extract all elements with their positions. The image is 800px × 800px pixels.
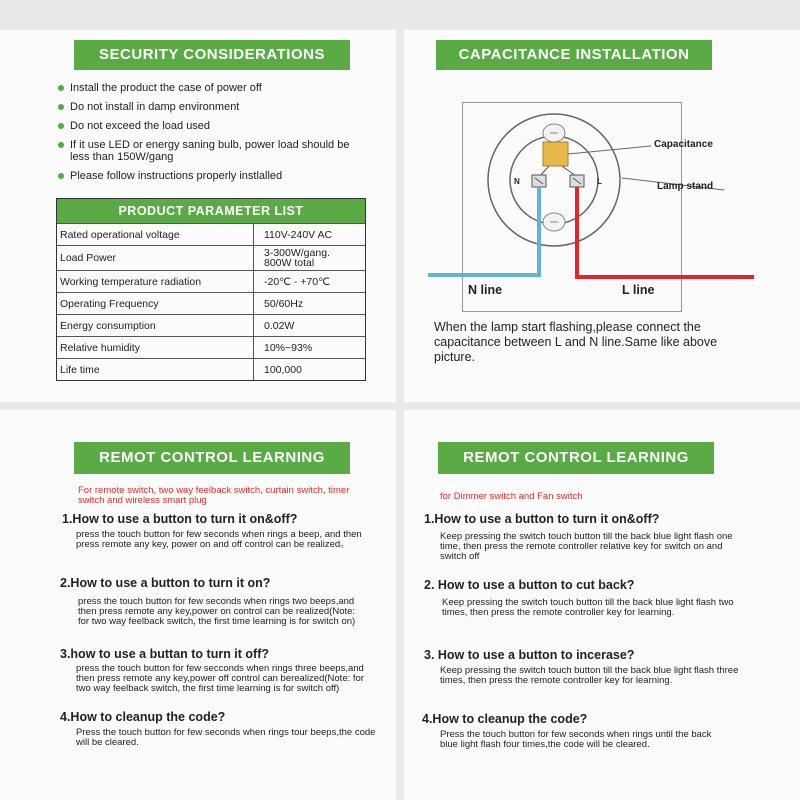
security-title: SECURITY CONSIDERATIONS <box>74 40 350 70</box>
parameter-table-title: PRODUCT PARAMETER LIST <box>57 199 365 223</box>
bullet-icon <box>58 123 64 129</box>
bullet-icon <box>58 104 64 110</box>
capacitance-panel <box>404 30 800 402</box>
remote-right-title: REMOT CONTROL LEARNING <box>438 442 714 474</box>
remote-right-answer-1: Keep pressing the switch touch button till the back blue light flash one time, then press the remote controller relative key for switch on and switch off <box>440 531 733 562</box>
lamp-stand-label: Lamp stand <box>657 181 714 192</box>
remote-right-question-4: 4.How to cleanup the code? <box>422 712 588 726</box>
capacitance-description: When the lamp start flashing,please connect the capacitance between L and N line.Same like above picture. <box>434 320 718 364</box>
l-terminal-label: L <box>597 177 602 186</box>
remote-left-subtitle: For remote switch, two way feelback switch, curtain switch, timer switch and wireless smart plug <box>78 485 350 506</box>
remote-left-answer-1: press the touch button for few seconds when rings a beep, and then press remote any key, power on and off control can be realized。 <box>76 529 362 550</box>
security-list <box>58 82 360 189</box>
security-item: Do not exceed the load used <box>58 120 360 132</box>
remote-left-answer-2: press the touch button for few seconds when rings two beeps,and then press remote any key,power on control can be realized(Note: for two way feelback switch, the first time learning is for switch on) <box>78 596 356 627</box>
remote-left-answer-4: Press the touch button for few seconds when rings tour beeps,the code will be cleared. <box>76 727 376 748</box>
remote-right-subtitle: for Dimmer switch and Fan switch <box>440 491 583 502</box>
parameter-table <box>56 198 366 381</box>
remote-learning-right-panel <box>404 410 800 800</box>
remote-right-answer-4: Press the touch button for few seconds when rings until the back blue light flash four times,the code will be cleared. <box>440 729 712 750</box>
remote-right-question-2: 2. How to use a button to cut back? <box>424 578 635 592</box>
remote-right-question-1: 1.How to use a button to turn it on&off? <box>424 512 660 526</box>
table-row: Life time 100,000 <box>57 358 365 380</box>
remote-left-question-3: 3.how to use a buttan to turn it off? <box>60 647 270 661</box>
n-terminal-label: N <box>514 177 520 186</box>
remote-left-question-1: 1.How to use a button to turn it on&off? <box>62 512 298 526</box>
l-line-label: L line <box>622 283 655 297</box>
remote-right-answer-2: Keep pressing the switch touch button till the back blue light flash two times, then press the remote controller key for learning. <box>442 597 734 618</box>
bullet-icon <box>58 173 64 179</box>
security-item: Please follow instructions properly instlalled <box>58 170 360 182</box>
wiring-diagram <box>404 30 800 310</box>
table-row: Load Power 3-300W/gang. 800W total <box>57 245 365 270</box>
capacitance-pointer <box>568 146 651 154</box>
bullet-icon <box>58 142 64 148</box>
remote-right-answer-3: Keep pressing the switch touch button till the back blue light flash three times, then press the remote controller key for learning. <box>440 665 739 686</box>
table-row: Energy consumption 0.02W <box>57 314 365 336</box>
remote-learning-left-panel <box>0 410 396 800</box>
remote-left-question-4: 4.How to cleanup the code? <box>60 710 226 724</box>
n-wire <box>428 187 539 275</box>
security-item: Install the product the case of power off <box>58 82 360 94</box>
l-wire <box>577 187 754 277</box>
table-row: Relative humidity 10%~93% <box>57 336 365 358</box>
capacitance-label: Capacitance <box>654 139 713 150</box>
remote-left-question-2: 2.How to use a button to turn it on? <box>60 576 271 590</box>
n-line-label: N line <box>468 283 503 297</box>
remote-right-question-3: 3. How to use a button to incerase? <box>424 648 635 662</box>
capacitance-title: CAPACITANCE INSTALLATION <box>436 40 712 70</box>
capacitor-icon <box>543 142 568 166</box>
table-row: Rated operational voltage 110V-240V AC <box>57 223 365 245</box>
remote-left-title: REMOT CONTROL LEARNING <box>74 442 350 474</box>
security-item: Do not install in damp environment <box>58 101 360 113</box>
bullet-icon <box>58 85 64 91</box>
table-row: Working temperature radiation -20℃ - +70℃ <box>57 270 365 292</box>
security-item: If it use LED or energy saning bulb, power load should be less than 150W/gang <box>58 139 360 163</box>
table-row: Operating Frequency 50/60Hz <box>57 292 365 314</box>
security-panel <box>0 30 396 402</box>
remote-left-answer-3: press the touch button for few secconds when rings three beeps,and then press remote any key,power off control can berealized(Note: for two way feelback switch, the first time learning is for switch off) <box>76 663 364 694</box>
